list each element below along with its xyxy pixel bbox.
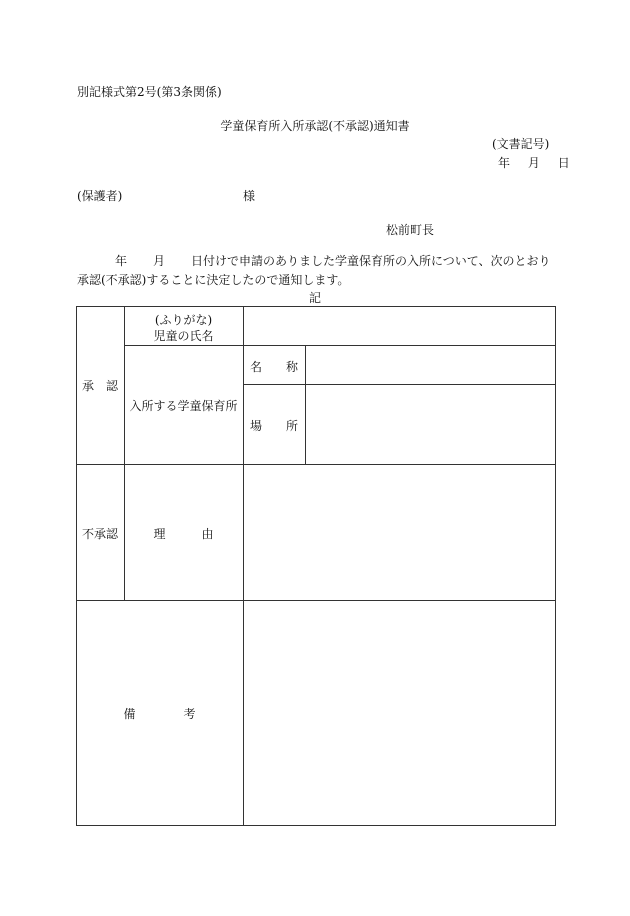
remarks-field[interactable] [244, 601, 555, 825]
date-day: 日 [557, 156, 570, 170]
table-border-bottom [76, 825, 556, 826]
notice-body [77, 252, 555, 290]
divider-v-approval [124, 306, 125, 600]
child-name-furigana: (ふりがな) [154, 313, 213, 327]
approval-label: 承 認 [81, 379, 118, 393]
guardian-label: (保護者) [77, 189, 123, 203]
document-title: 学童保育所入所承認(不承認)通知書 [220, 119, 410, 133]
facility-name-field[interactable] [306, 346, 555, 384]
disapproval-label: 不承認 [81, 527, 118, 541]
ki-label: 記 [308, 291, 321, 305]
child-name-label: 児童の氏名 [153, 329, 214, 344]
body-month: 月 [153, 254, 166, 268]
body-year: 年 [115, 254, 128, 268]
honorific: 様 [243, 189, 256, 203]
issue-date [492, 157, 570, 169]
reason-field[interactable] [244, 465, 555, 600]
body-text: 日付けで申請のありました学童保育所の入所について、次のとおり承認(不承認)することに決定したので通知します。 [77, 254, 551, 288]
form-number: 別記様式第2号(第3条関係) [77, 85, 222, 99]
facility-name-label: 名 称 [249, 360, 298, 374]
issuer-name: 松前町長 [386, 223, 435, 237]
remarks-label: 備 考 [123, 707, 196, 721]
facility-location-field[interactable] [306, 385, 555, 464]
document-number: (文書記号) [492, 137, 550, 151]
facility-label: 入所する学童保育所 [129, 399, 238, 413]
date-month: 月 [527, 156, 540, 170]
date-year: 年 [498, 156, 511, 170]
child-name-field[interactable] [244, 307, 555, 345]
notice-table [76, 306, 556, 826]
child-name-cell [124, 312, 243, 344]
facility-location-label: 場 所 [249, 419, 298, 433]
reason-label: 理 由 [153, 527, 214, 541]
